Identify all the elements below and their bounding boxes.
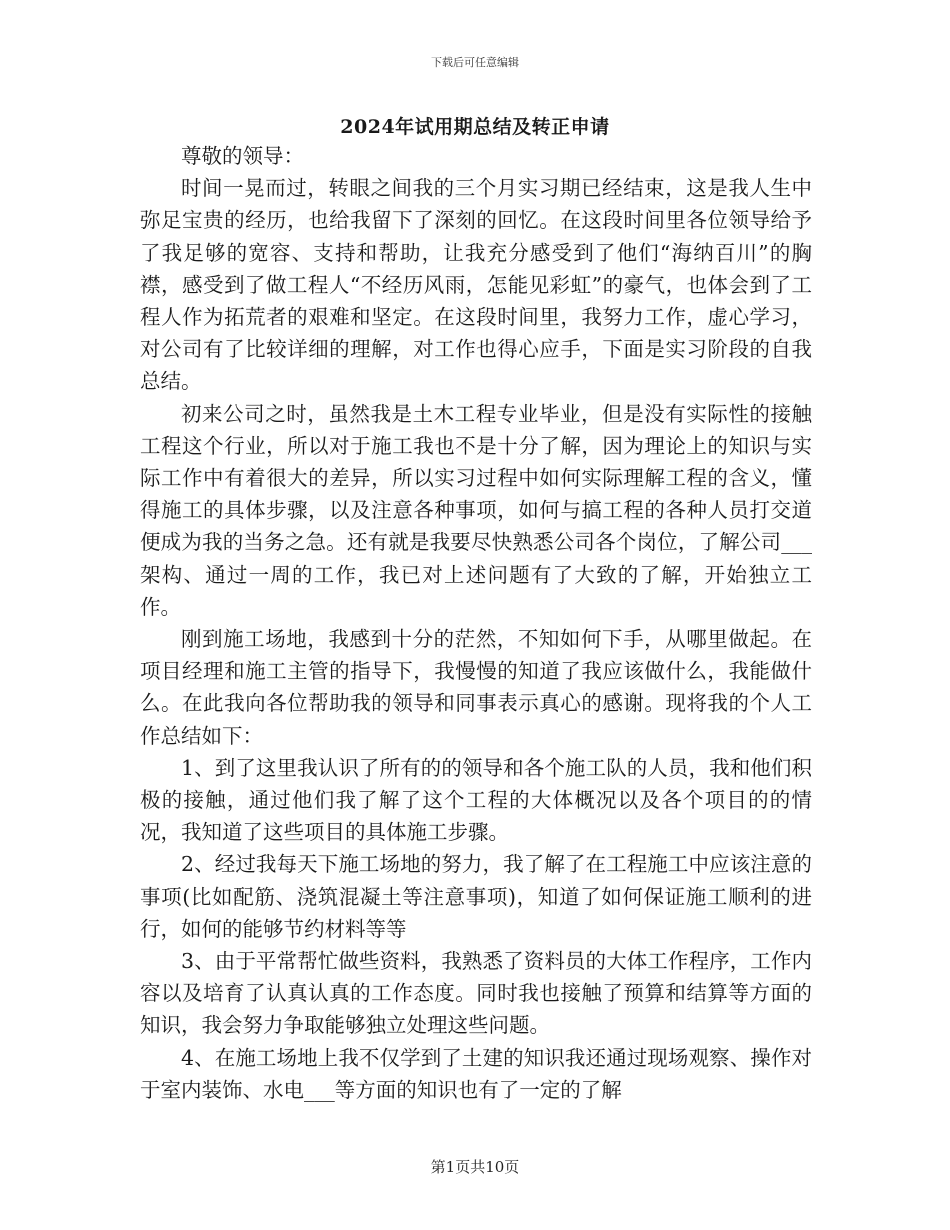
salutation: 尊敬的领导： — [181, 144, 304, 168]
list-item: 4、在施工场地上我不仅学到了土建的知识我还通过现场观察、操作对于室内装饰、水电___等方面的知识也有了一定的了解 — [140, 1045, 812, 1102]
body-paragraph: 刚到施工场地，我感到十分的茫然，不知如何下手，从哪里做起。在项目经理和施工主管的指导下，我慢慢的知道了我应该做什么，我能做什么。在此我向各位帮助我的领导和同事表示真心的感谢。现将我的个人工作总结如下： — [140, 627, 812, 748]
body-paragraph: 初来公司之时，虽然我是土木工程专业毕业，但是没有实际性的接触工程这个行业，所以对于施工我也不是十分了解，因为理论上的知识与实际工作中有着很大的差异，所以实习过程中如何实际理解工程的含义，懂得施工的具体步骤，以及注意各种事项，如何与搞工程的各种人员打交道便成为我的当务之急。还有就是我要尽快熟悉公司各个岗位，了解公司___架构、通过一周的工作，我已对上述问题有了大致的了解，开始独立工作。 — [140, 401, 812, 619]
document-body — [140, 140, 812, 1106]
list-item: 3、由于平常帮忙做些资料，我熟悉了资料员的大体工作程序，工作内容以及培育了认真认真的工作态度。同时我也接触了预算和结算等方面的知识，我会努力争取能够独立处理这些问题。 — [140, 949, 812, 1038]
list-item: 2、经过我每天下施工场地的努力，我了解了在工程施工中应该注意的事项(比如配筋、浇筑混凝土等注意事项)，知道了如何保证施工顺利的进行，如何的能够节约材料等等 — [140, 852, 812, 941]
body-paragraph: 时间一晃而过，转眼之间我的三个月实习期已经结束，这是我人生中弥足宝贵的经历，也给我留下了深刻的回忆。在这段时间里各位领导给予了我足够的宽容、支持和帮助，让我充分感受到了他们“海纳百川”的胸襟，感受到了做工程人“不经历风雨，怎能见彩虹”的豪气，也体会到了工程人作为拓荒者的艰难和坚定。在这段时间里，我努力工作，虚心学习，对公司有了比较详细的理解，对工作也得心应手，下面是实习阶段的自我总结。 — [140, 176, 812, 394]
header-note: 下载后可任意编辑 — [431, 56, 519, 69]
page-number: 第1页共10页 — [430, 1158, 520, 1176]
list-item: 1、到了这里我认识了所有的的领导和各个施工队的人员，我和他们积极的接触，通过他们我了解了这个工程的大体概况以及各个项目的的情况，我知道了这些项目的具体施工步骤。 — [140, 755, 812, 845]
document-title: 2024年试用期总结及转正申请 — [340, 116, 610, 138]
